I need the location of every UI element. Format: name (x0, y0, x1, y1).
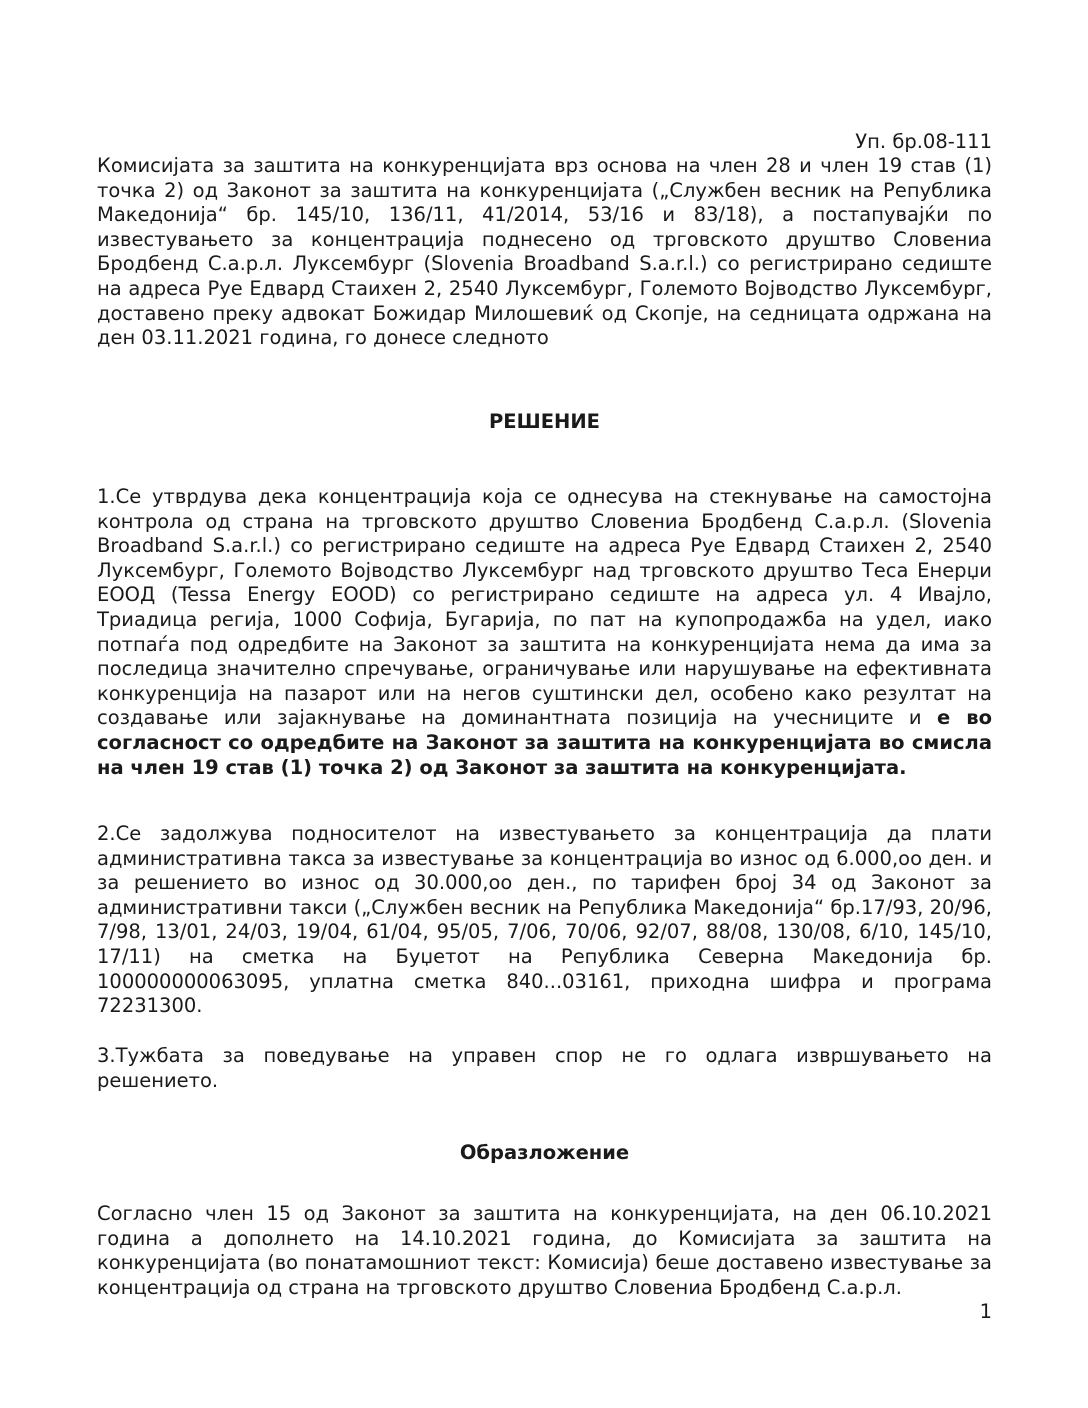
decision-heading: РЕШЕНИЕ (489, 410, 600, 433)
decision-item-1-text: 1.Се утврдува дека концентрација која се однесува на стекнување на самостојна контрола од страна на трговското друштво Словениа Бродбенд С.а.р.л. (Slovenia Broadband S.a.r.l.) со регистрирано седиште на адреса Руе Едвард Стаихен 2, 2540 Луксембург, Големото Војводство Луксембург над трговското друштво Теса Енерџи ЕООД (Tessa Energy EOOD) со регистрирано седиште на адреса ул. 4 Иваjло, Триадица регија, 1000 Софија, Бугарија, по пат на купопродажба на удел, иако потпаѓа под одредбите на Законот за заштита на конкуренцијата нема да има за последица значително спречување, ограничување или нарушување на ефективната конкуренција на пазарот или на негов суштински дел, особено како резултат на создавање или зајакнување на доминантната позиција на учесниците и (97, 485, 992, 730)
page-number: 1 (979, 1300, 992, 1323)
decision-item-3: 3.Тужбата за поведување на управен спор не го одлага извршувањето на решението. (97, 1044, 992, 1092)
decision-item-1 (97, 485, 992, 780)
intro-paragraph: Комисијата за заштита на конкуренцијата врз основа на член 28 и член 19 став (1) точка 2) од Законот за заштита на конкуренцијата („Службен весник на Република Македонија“ бр. 145/10, 136/11, 41/2014, 53/16 и 83/18), а постапувајќи по известувањето за концентрација поднесено од трговското друштво Словениа Бродбенд С.а.р.л. Луксембург (Slovenia Broadband S.a.r.l.) со регистрирано седиште на адреса Руе Едвард Стаихен 2, 2540 Луксембург, Големото Војводство Луксембург, доставено преку адвокат Божидар Милошевиќ од Скопје, на седницата одржана на ден 03.11.2021 година, го донесе следното (97, 154, 992, 350)
reasoning-paragraph: Согласно член 15 од Законот за заштита на конкуренцијата, на ден 06.10.2021 година а дополнето на 14.10.2021 година, до Комисијата за заштита на конкуренцијата (во понатамошниот текст: Комисија) беше доставено известување за концентрација од страна на трговското друштво Словениа Бродбенд С.а.р.л. (97, 1202, 992, 1299)
reference-number: Уп. бр.08-111 (855, 130, 992, 153)
decision-item-1-bold: е во согласност со одредбите на Законот за заштита на конкуренцијата во смисла на член 19 став (1) точка 2) од Законот за заштита на конкуренцијата. (97, 706, 992, 779)
reasoning-heading: Образложение (459, 1141, 630, 1164)
decision-item-2: 2.Се задолжува подносителот на известувањето за концентрација да плати административна такса за известување за концентрација во износ од 6.000,оо ден. и за решението во износ од 30.000,оо ден., по тарифен број 34 од Законот за административни такси („Службен весник на Република Македонија“ бр.17/93, 20/96, 7/98, 13/01, 24/03, 19/04, 61/04, 95/05, 7/06, 70/06, 92/07, 88/08, 130/08, 6/10, 145/10, 17/11) на сметка на Буџетот на Република Северна Македонија бр. 100000000063095, уплатна сметка 840...03161, приходна шифра и програма 72231300. (97, 822, 992, 1018)
